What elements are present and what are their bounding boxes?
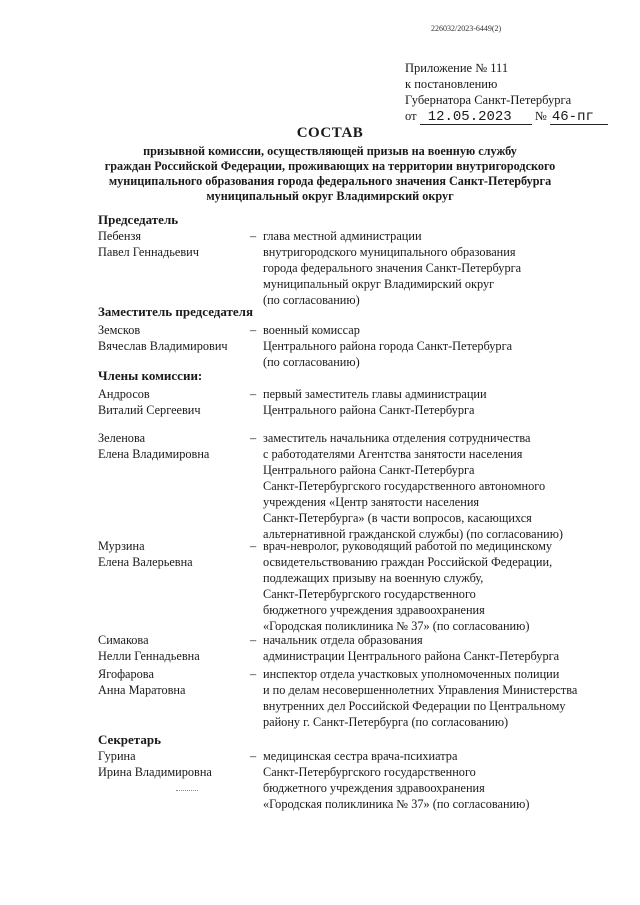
entry-name bbox=[98, 322, 248, 354]
role-line: медицинская сестра врача-психиатра bbox=[263, 749, 458, 763]
entry-name bbox=[98, 228, 248, 260]
role-line: глава местной администрации bbox=[263, 229, 422, 243]
appendix-line-1: Приложение № 111 bbox=[405, 61, 509, 75]
title-subline-2: граждан Российской Федерации, проживающих на территории внутригородского bbox=[104, 159, 556, 173]
section-deputy: Заместитель председателя bbox=[98, 304, 254, 319]
entry-role bbox=[263, 748, 608, 812]
role-line: бюджетного учреждения здравоохранения bbox=[263, 781, 485, 795]
date-prefix: от bbox=[405, 109, 417, 123]
appendix-date-line bbox=[405, 108, 608, 125]
entry-name bbox=[98, 748, 248, 780]
role-line: (по согласованию) bbox=[263, 293, 360, 307]
role-line: с работодателями Агентства занятости населения bbox=[263, 447, 523, 461]
entry-name bbox=[98, 632, 248, 664]
scan-mark bbox=[176, 790, 198, 793]
role-line: муниципальный округ Владимирский округ bbox=[263, 277, 495, 291]
role-line: внутренних дел Российской Федерации по Центральному bbox=[263, 699, 566, 713]
role-line: «Городская поликлиника № 37» (по согласованию) bbox=[263, 619, 530, 633]
role-line: военный комиссар bbox=[263, 323, 360, 337]
role-line: «Городская поликлиника № 37» (по согласованию) bbox=[263, 797, 530, 811]
dash: – bbox=[250, 431, 257, 445]
document-title-block bbox=[90, 125, 570, 204]
surname: Ягофарова bbox=[98, 667, 154, 681]
entry-name bbox=[98, 538, 248, 570]
given-names: Ирина Владимировна bbox=[98, 765, 212, 779]
role-line: Санкт-Петербургского государственного bbox=[263, 587, 476, 601]
title-subline-1: призывной комиссии, осуществляющей призыв на военную службу bbox=[143, 144, 517, 158]
role-line: города федерального значения Санкт-Петербурга bbox=[263, 261, 522, 275]
role-line: Центрального района Санкт-Петербурга bbox=[263, 463, 475, 477]
given-names: Вячеслав Владимирович bbox=[98, 339, 228, 353]
given-names: Елена Валерьевна bbox=[98, 555, 193, 569]
appendix-line-3: Губернатора Санкт-Петербурга bbox=[405, 93, 572, 107]
dash: – bbox=[250, 749, 257, 763]
role-line: учреждения «Центр занятости населения bbox=[263, 495, 480, 509]
given-names: Виталий Сергеевич bbox=[98, 403, 201, 417]
role-line: подлежащих призыву на военную службу, bbox=[263, 571, 484, 585]
role-line: врач-невролог, руководящий работой по медицинскому bbox=[263, 539, 553, 553]
number-prefix: № bbox=[534, 109, 547, 123]
entry-name bbox=[98, 666, 248, 698]
entry-role bbox=[263, 386, 608, 418]
role-line: Санкт-Петербурга» (в части вопросов, касающихся bbox=[263, 511, 532, 525]
surname: Зеленова bbox=[98, 431, 146, 445]
entry-role bbox=[263, 666, 608, 730]
dash: – bbox=[250, 387, 257, 401]
role-line: Центрального района города Санкт-Петербурга bbox=[263, 339, 513, 353]
surname: Симакова bbox=[98, 633, 149, 647]
surname: Андросов bbox=[98, 387, 150, 401]
surname: Земсков bbox=[98, 323, 141, 337]
role-line: внутригородского муниципального образования bbox=[263, 245, 516, 259]
document-registration-number: 226032/2023-6449(2) bbox=[431, 24, 502, 33]
section-members: Члены комиссии: bbox=[98, 368, 203, 383]
entry-role bbox=[263, 538, 608, 634]
role-line: Санкт-Петербургского государственного автономного bbox=[263, 479, 546, 493]
handwritten-date: 12.05.2023 bbox=[420, 110, 532, 125]
given-names: Анна Маратовна bbox=[98, 683, 186, 697]
role-line: первый заместитель главы администрации bbox=[263, 387, 487, 401]
given-names: Нелли Геннадьевна bbox=[98, 649, 200, 663]
entry-role bbox=[263, 228, 608, 308]
entry-name bbox=[98, 430, 248, 462]
title-subline-3: муниципального образования города федерального значения Санкт-Петербурга bbox=[108, 174, 552, 188]
section-secretary: Секретарь bbox=[98, 732, 161, 747]
entry-role bbox=[263, 632, 608, 664]
appendix-line-2: к постановлению bbox=[405, 77, 498, 91]
entry-name bbox=[98, 386, 248, 418]
surname: Пебензя bbox=[98, 229, 141, 243]
surname: Гурина bbox=[98, 749, 136, 763]
role-line: начальник отдела образования bbox=[263, 633, 423, 647]
given-names: Павел Геннадьевич bbox=[98, 245, 199, 259]
role-line: району г. Санкт-Петербурга (по согласованию) bbox=[263, 715, 509, 729]
role-line: Центрального района Санкт-Петербурга bbox=[263, 403, 475, 417]
dash: – bbox=[250, 229, 257, 243]
document-title: СОСТАВ bbox=[296, 125, 364, 141]
role-line: и по делам несовершеннолетних Управления Министерства bbox=[263, 683, 578, 697]
dash: – bbox=[250, 667, 257, 681]
dash: – bbox=[250, 323, 257, 337]
role-line: освидетельствованию граждан Российской Федерации, bbox=[263, 555, 553, 569]
role-line: альтернативной гражданской службы) (по согласованию) bbox=[263, 527, 564, 541]
role-line: Санкт-Петербургского государственного bbox=[263, 765, 476, 779]
dash: – bbox=[250, 539, 257, 553]
entry-role bbox=[263, 322, 608, 370]
role-line: бюджетного учреждения здравоохранения bbox=[263, 603, 485, 617]
entry-role bbox=[263, 430, 608, 542]
given-names: Елена Владимировна bbox=[98, 447, 210, 461]
appendix-block bbox=[405, 60, 608, 125]
role-line: (по согласованию) bbox=[263, 355, 360, 369]
surname: Мурзина bbox=[98, 539, 145, 553]
section-chairman: Председатель bbox=[98, 212, 179, 227]
role-line: инспектор отдела участковых уполномоченных полиции bbox=[263, 667, 560, 681]
title-subline-4: муниципальный округ Владимирский округ bbox=[206, 189, 454, 203]
dash: – bbox=[250, 633, 257, 647]
handwritten-number: 46-пг bbox=[550, 110, 608, 125]
role-line: администрации Центрального района Санкт-Петербурга bbox=[263, 649, 560, 663]
role-line: заместитель начальника отделения сотрудничества bbox=[263, 431, 531, 445]
